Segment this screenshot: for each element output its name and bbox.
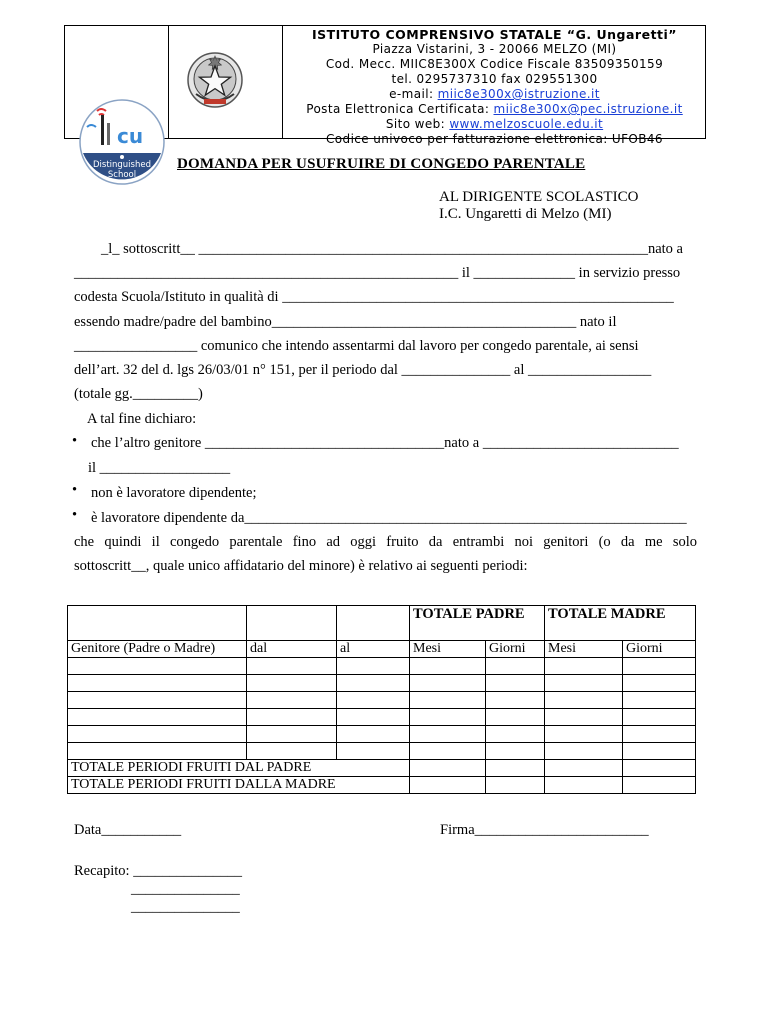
pec-link[interactable]: miic8e300x@pec.istruzione.it: [493, 102, 683, 116]
table-header-row: [68, 641, 696, 658]
form-line-period: dell’art. 32 del d. lgs 26/03/01 n° 151, per il periodo dal _______________ al _________________: [74, 362, 652, 378]
declaration-other-parent-date: il __________________: [88, 460, 231, 476]
form-line-total-days: (totale gg._________): [74, 386, 203, 402]
letterhead-text: [283, 27, 706, 147]
form-line-child: essendo madre/padre del bambino__________________________________________ nato il: [74, 314, 617, 330]
table-cell[interactable]: [410, 777, 486, 794]
table-cell[interactable]: [410, 760, 486, 777]
school-name: ISTITUTO COMPRENSIVO STATALE “G. Ungaretti”: [311, 27, 678, 42]
table-cell[interactable]: [623, 726, 696, 743]
table-cell[interactable]: [247, 675, 337, 692]
table-cell[interactable]: [623, 709, 696, 726]
table-cell[interactable]: [68, 743, 247, 760]
table-cell[interactable]: [545, 743, 623, 760]
table-cell[interactable]: [486, 760, 545, 777]
table-cell: [68, 606, 247, 641]
table-cell[interactable]: [545, 692, 623, 709]
table-cell[interactable]: [68, 709, 247, 726]
table-cell[interactable]: [337, 675, 410, 692]
table-group-header-row: [68, 606, 696, 641]
table-cell[interactable]: [247, 726, 337, 743]
form-line-role: codesta Scuola/Istituto in qualità di ______________________________________________________: [74, 289, 674, 305]
email-link[interactable]: miic8e300x@istruzione.it: [437, 87, 600, 101]
contact-field[interactable]: Recapito: _______________: [74, 863, 242, 879]
declaration-heading: A tal fine dichiaro:: [87, 411, 197, 427]
form-line-name: _l_ sottoscritt__ ______________________________________________________________nato a: [101, 241, 683, 257]
table-cell: [247, 606, 337, 641]
column-header: Giorni: [486, 641, 545, 658]
bullet-icon: •: [72, 482, 78, 498]
column-header: al: [337, 641, 410, 658]
table-row: [68, 709, 696, 726]
table-cell[interactable]: [486, 709, 545, 726]
bullet-icon: •: [72, 433, 78, 449]
badge-label: Distinguished School: [92, 160, 151, 180]
table-cell[interactable]: [486, 743, 545, 760]
column-header: Mesi: [545, 641, 623, 658]
total-mother-label: TOTALE PERIODI FRUITI DALLA MADRE: [68, 777, 410, 794]
table-cell[interactable]: [410, 709, 486, 726]
table-cell[interactable]: [545, 777, 623, 794]
form-line-request: _________________ comunico che intendo assentarmi dal lavoro per congedo parentale, ai sensi: [74, 338, 639, 354]
table-cell[interactable]: [623, 658, 696, 675]
school-codes: Cod. Mecc. MIIC8E300X Codice Fiscale 83509350159: [325, 57, 664, 71]
table-cell[interactable]: [247, 709, 337, 726]
school-web-line: Sito web: www.melzoscuole.edu.it: [385, 117, 604, 131]
table-row: [68, 658, 696, 675]
table-cell[interactable]: [486, 675, 545, 692]
table-cell[interactable]: [337, 709, 410, 726]
periods-table: [67, 605, 696, 794]
school-pec-line: Posta Elettronica Certificata: miic8e300x@pec.istruzione.it: [306, 102, 683, 116]
recipient-line: I.C. Ungaretti di Melzo (MI): [439, 206, 612, 222]
contact-field-line[interactable]: _______________: [131, 881, 240, 897]
bullet-icon: •: [72, 507, 78, 523]
table-cell[interactable]: [545, 760, 623, 777]
table-row: [68, 675, 696, 692]
date-field[interactable]: Data___________: [74, 822, 182, 838]
table-cell[interactable]: [545, 675, 623, 692]
table-cell[interactable]: [623, 777, 696, 794]
table-cell[interactable]: [486, 692, 545, 709]
table-row: [68, 743, 696, 760]
table-cell[interactable]: [68, 658, 247, 675]
column-header: Giorni: [623, 641, 696, 658]
group-header-mother: TOTALE MADRE: [545, 606, 696, 641]
declaration-not-employee: non è lavoratore dipendente;: [91, 485, 257, 501]
table-cell[interactable]: [486, 726, 545, 743]
school-phone: tel. 0295737310 fax 029551300: [391, 72, 598, 86]
table-cell[interactable]: [337, 692, 410, 709]
invoice-code: Codice univoco per fatturazione elettronica: UFOB46: [326, 132, 663, 146]
table-cell[interactable]: [410, 675, 486, 692]
svg-text:cu: cu: [117, 124, 144, 148]
table-cell[interactable]: [68, 726, 247, 743]
column-header: Genitore (Padre o Madre): [68, 641, 247, 658]
total-father-label: TOTALE PERIODI FRUITI DAL PADRE: [68, 760, 410, 777]
table-row: [68, 726, 696, 743]
table-cell[interactable]: [68, 675, 247, 692]
table-cell[interactable]: [545, 726, 623, 743]
column-header: Mesi: [410, 641, 486, 658]
table-cell[interactable]: [68, 692, 247, 709]
table-cell[interactable]: [623, 692, 696, 709]
school-email-line: e-mail: miic8e300x@istruzione.it: [389, 87, 600, 101]
table-cell[interactable]: [247, 692, 337, 709]
italian-republic-emblem-icon: [184, 50, 246, 112]
periods-paragraph: sottoscritt__, quale unico affidatario del minore) è relativo ai seguenti periodi:: [74, 558, 528, 574]
table-cell[interactable]: [410, 658, 486, 675]
table-cell[interactable]: [623, 760, 696, 777]
table-cell[interactable]: [623, 675, 696, 692]
document-title: DOMANDA PER USUFRUIRE DI CONGEDO PARENTALE: [177, 156, 586, 172]
table-cell[interactable]: [410, 726, 486, 743]
table-cell[interactable]: [410, 692, 486, 709]
group-header-father: TOTALE PADRE: [410, 606, 545, 641]
contact-field-line[interactable]: _______________: [131, 899, 240, 915]
table-row: [68, 692, 696, 709]
website-link[interactable]: www.melzoscuole.edu.it: [449, 117, 604, 131]
school-address: Piazza Vistarini, 3 - 20066 MELZO (MI): [372, 42, 617, 56]
table-cell[interactable]: [545, 709, 623, 726]
table-total-row: [68, 777, 696, 794]
table-cell[interactable]: [623, 743, 696, 760]
table-cell[interactable]: [337, 658, 410, 675]
declaration-employee: è lavoratore dipendente da_____________________________________________________________: [91, 510, 687, 526]
column-header: dal: [247, 641, 337, 658]
table-cell: [337, 606, 410, 641]
table-cell[interactable]: [247, 743, 337, 760]
form-line-birth: _____________________________________________________ il ______________ in servizio presso: [74, 265, 681, 281]
table-cell[interactable]: [486, 777, 545, 794]
table-cell[interactable]: [337, 726, 410, 743]
declaration-other-parent: che l’altro genitore _________________________________nato a ___________________________: [91, 435, 679, 451]
table-cell[interactable]: [247, 658, 337, 675]
signature-field[interactable]: Firma________________________: [440, 822, 649, 838]
table-cell[interactable]: [486, 658, 545, 675]
table-cell[interactable]: [545, 658, 623, 675]
table-total-row: [68, 760, 696, 777]
table-cell[interactable]: [410, 743, 486, 760]
periods-paragraph: che quindi il congedo parentale fino ad oggi fruito da entrambi noi genitori (o da me solo: [74, 534, 697, 550]
letterhead-divider: [168, 25, 169, 139]
table-cell[interactable]: [337, 743, 410, 760]
recipient-line: AL DIRIGENTE SCOLASTICO: [439, 189, 639, 205]
